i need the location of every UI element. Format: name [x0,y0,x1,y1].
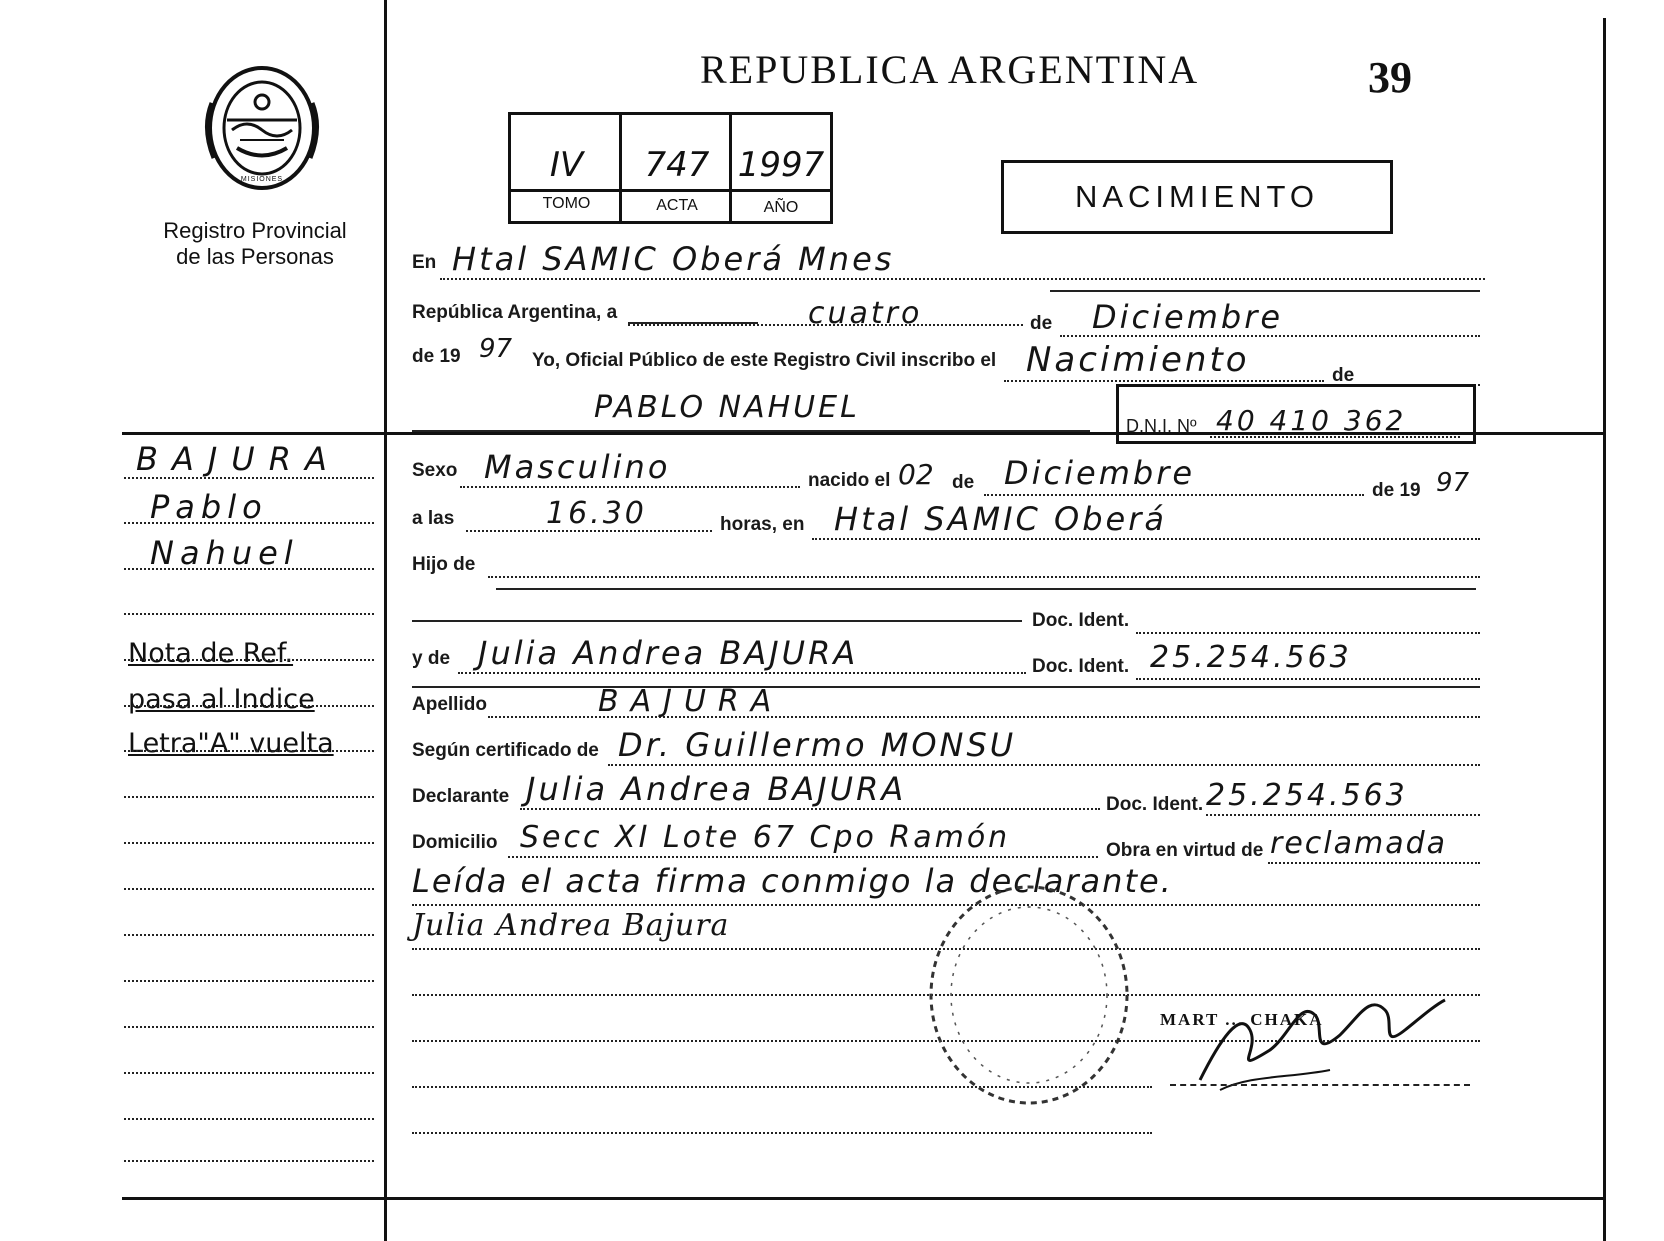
provincial-seal-logo [192,58,332,198]
sexo-label: Sexo [412,460,458,481]
birth-day: 02 [898,458,934,491]
yde-label: y de [412,648,451,669]
bottom-rule [122,1197,1604,1200]
declarant-signature: Julia Andrea Bajura [412,908,730,943]
birth-month: Diciembre [1004,454,1196,492]
page-number: 39 [1368,53,1412,102]
declarante-value: Julia Andrea BAJURA [526,770,907,808]
en-value: Htal SAMIC Oberá Mnes [452,240,895,278]
alas-label: a las [412,508,455,529]
dni-label: D.N.I. Nº [1126,416,1197,436]
mother-doc-label: Doc. Ident. [1032,656,1130,677]
registry-name-line2: de las Personas [176,244,334,269]
birth-place: Htal SAMIC Oberá [834,500,1167,538]
sidebar-first-name: Pablo [150,488,268,526]
registry-name-line1: Registro Provincial [163,218,347,243]
declarante-doc: 25.254.563 [1206,778,1408,813]
declarante-label: Declarante [412,786,510,807]
republica-label: República Argentina, a [412,302,618,323]
domicilio-label: Domicilio [412,832,498,853]
event: Nacimiento [1026,340,1250,380]
birth-time: 16.30 [546,496,647,531]
month: Diciembre [1092,298,1284,336]
record-number-box [508,112,833,224]
document-title: REPUBLICA ARGENTINA [700,47,1200,92]
day-words: cuatro [808,296,923,331]
year-suffix: 97 [479,334,513,364]
official-name-stamp: MART ... CHAKA [1160,1010,1324,1029]
oficial-label: Yo, Oficial Público de este Registro Civil inscribo el [532,350,997,371]
dni-value: 40 410 362 [1216,404,1407,437]
sidebar-note-line3: Letra"A" vuelta [128,728,334,759]
closing-text: Leída el acta firma conmigo la declarante. [412,862,1173,900]
sidebar-second-name: Nahuel [150,534,299,572]
obra-value: reclamada [1270,826,1448,861]
obra-label: Obra en virtud de [1106,840,1264,861]
mother-doc: 25.254.563 [1150,640,1352,675]
declarante-doc-label: Doc. Ident. [1106,794,1204,815]
tomo-label: TOMO [542,195,591,212]
official-circular-stamp [924,880,1134,1110]
sidebar-surname: BAJURA [136,440,341,478]
father-doc-label: Doc. Ident. [1032,610,1130,631]
de19-label: de 19 [412,346,461,367]
nacido-label: nacido el [808,470,891,491]
right-border [1603,18,1606,1241]
certificado-value: Dr. Guillermo MONSU [618,726,1017,764]
sidebar-note-line1: Nota de Ref. [128,638,294,669]
de19-label-2: de 19 [1372,480,1421,501]
child-name: PABLO NAHUEL [594,390,860,425]
document-type-label: NACIMIENTO [1074,179,1320,214]
hijo-label: Hijo de [412,554,476,575]
mother-name: Julia Andrea BAJURA [478,634,859,672]
official-signature [1190,980,1450,1100]
acta-value: 747 [644,145,710,185]
acta-label: ACTA [656,197,698,214]
anio-label: AÑO [763,199,799,216]
left-column-divider [384,0,387,1241]
seal-text: MISIONES [240,176,284,183]
horas-label: horas, en [720,514,805,535]
en-label: En [412,252,437,273]
domicilio-value: Secc XI Lote 67 Cpo Ramón [520,820,1011,855]
segun-label: Según certificado de [412,740,599,761]
apellido-label: Apellido [412,694,487,715]
sidebar-note-line2: pasa al Indice [128,684,315,715]
de-label: de [1030,313,1053,334]
birth-year-suffix: 97 [1436,468,1470,498]
de-label-2: de [1332,365,1355,386]
de-label-3: de [952,472,975,493]
document-type-box [1001,160,1393,234]
sexo-value: Masculino [484,448,671,486]
anio-value: 1997 [737,145,825,185]
tomo-value: IV [549,145,584,185]
apellido-value: BAJURA [598,684,784,719]
